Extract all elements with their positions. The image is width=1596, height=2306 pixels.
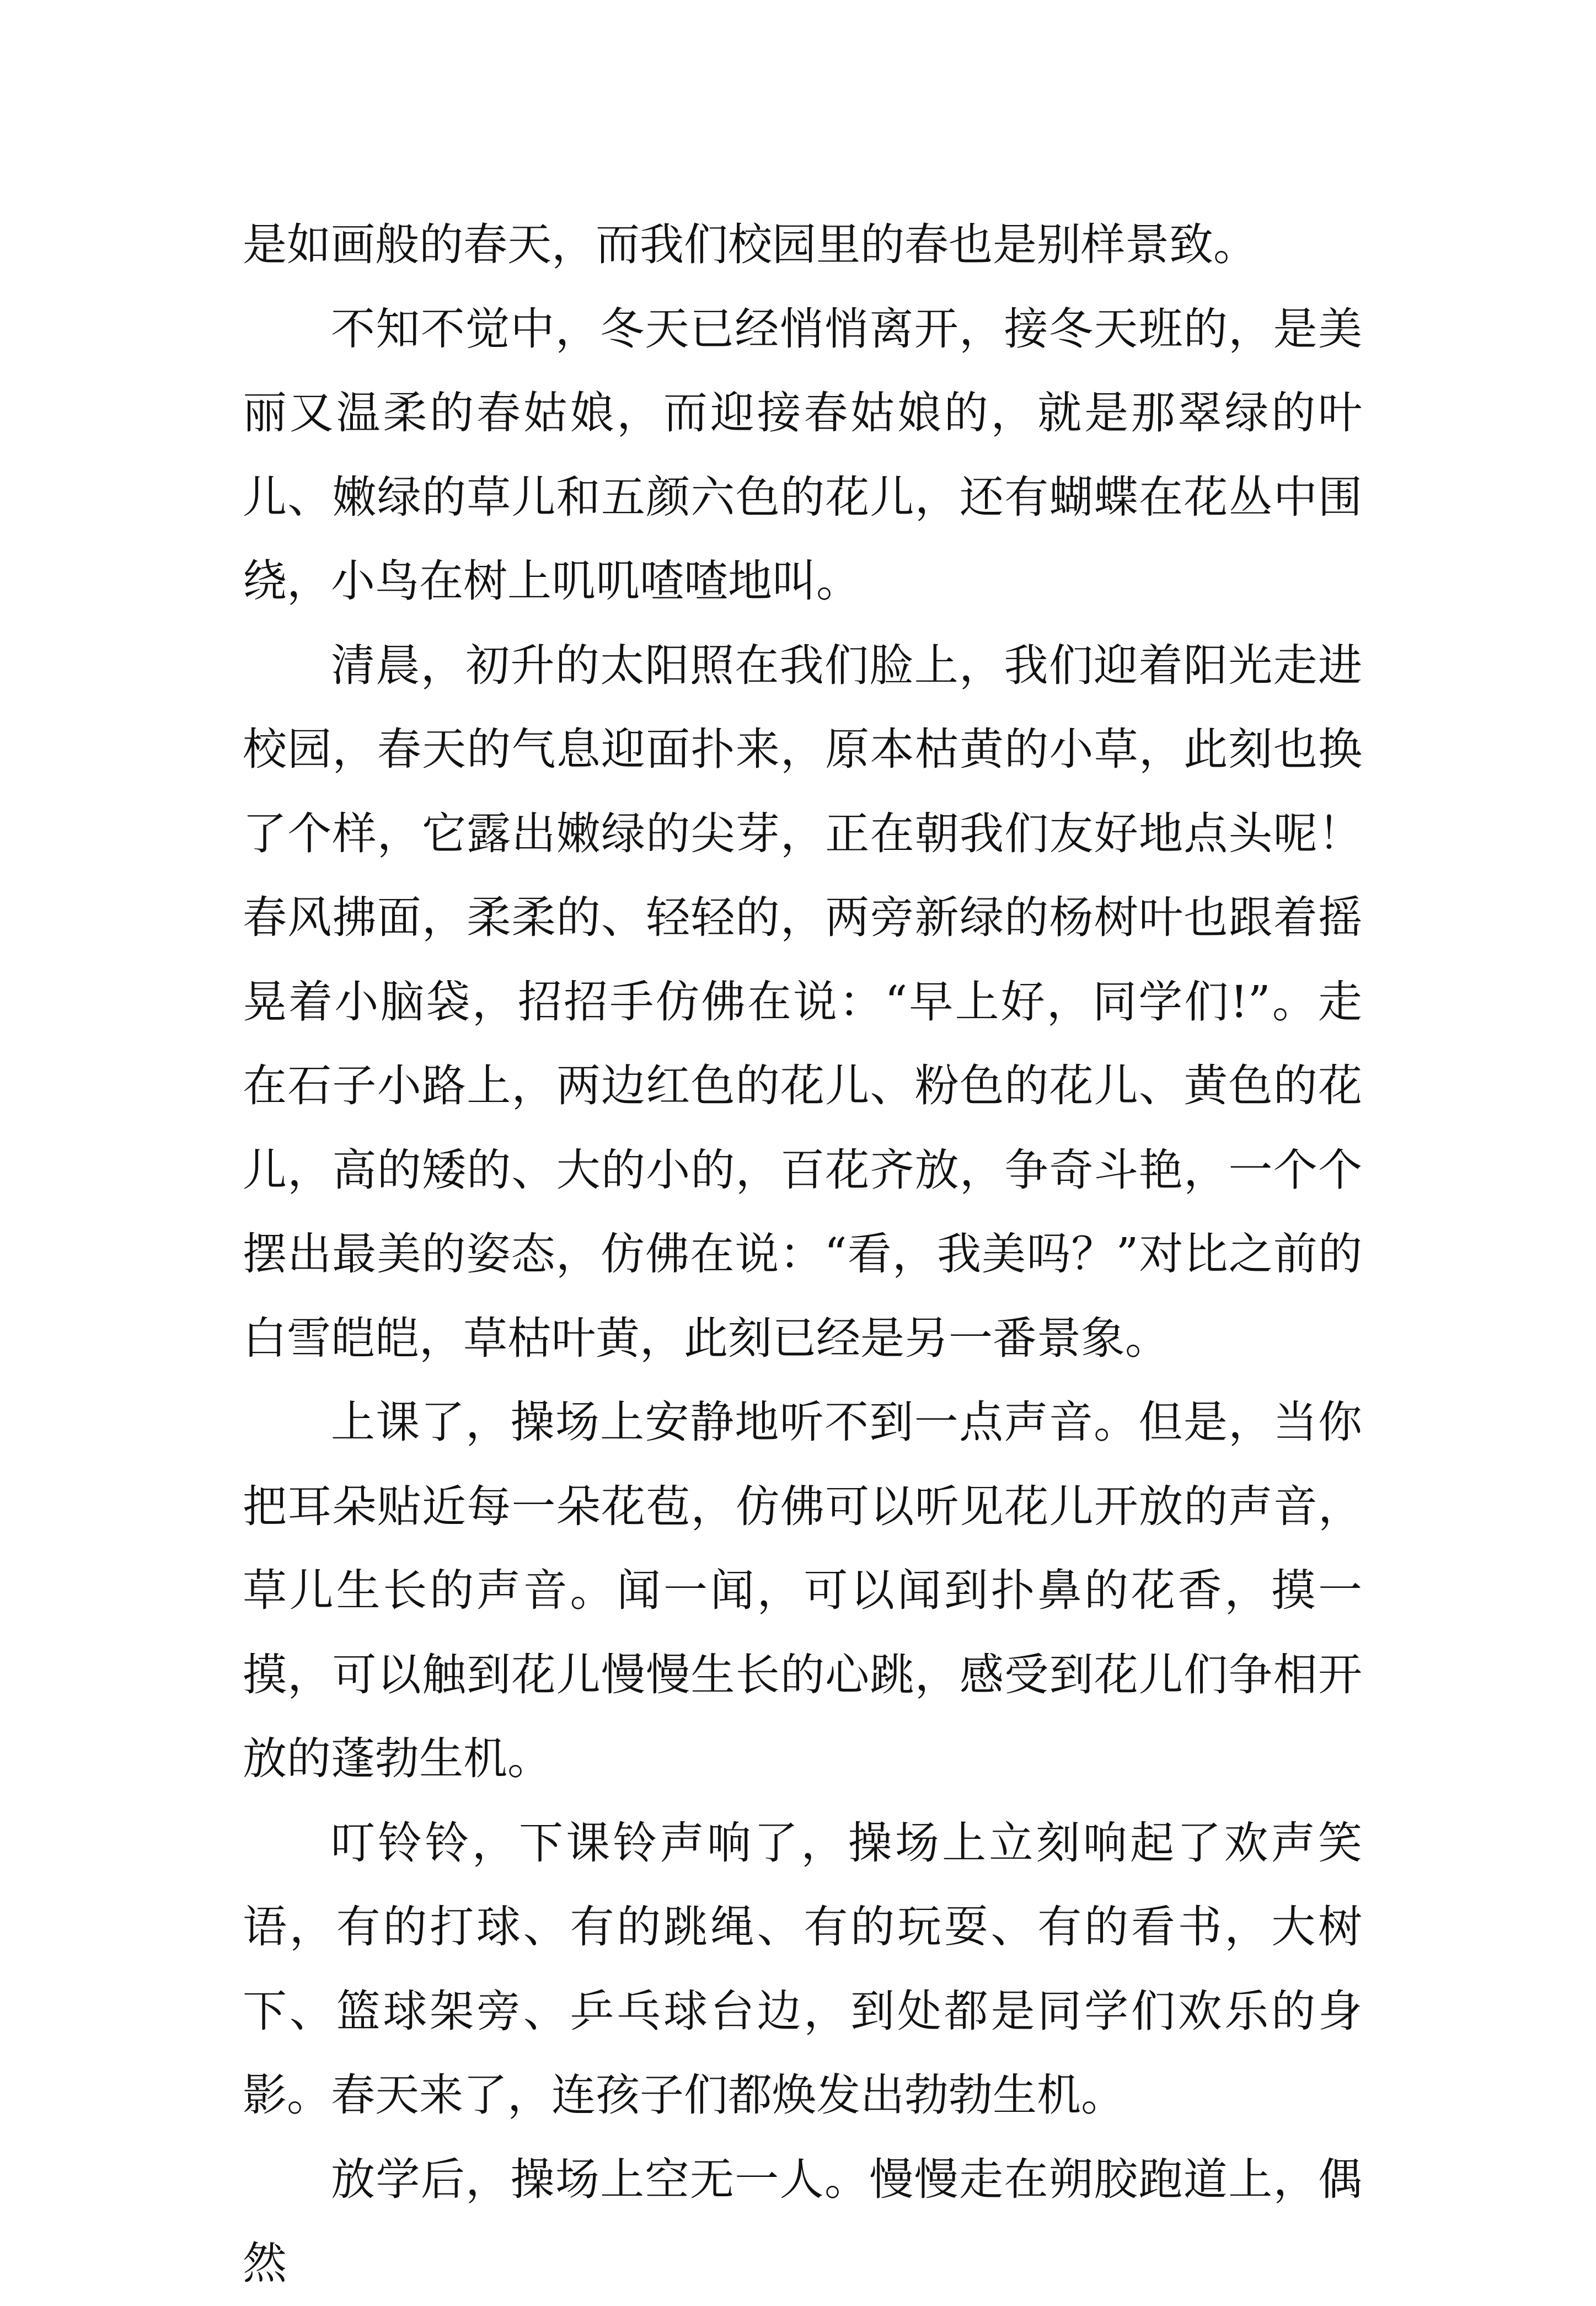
- paragraph: 叮铃铃，下课铃声响了，操场上立刻响起了欢声笑语，有的打球、有的跳绳、有的玩耍、有的看书，大树下、篮球架旁、乒乓球台边，到处都是同学们欢乐的身影。春天来了，连孩子们都焕发出勃勃生机。: [243, 1817, 1362, 2121]
- paragraph: 不知不觉中，冬天已经悄悄离开，接冬天班的，是美丽又温柔的春姑娘，而迎接春姑娘的，就是那翠绿的叶儿、嫩绿的草儿和五颜六色的花儿，还有蝴蝶在花丛中围绕，小鸟在树上叽叽喳喳地叫。: [243, 303, 1362, 607]
- paragraph: 是如画般的春天，而我们校园里的春也是别样景致。: [243, 219, 1257, 270]
- paragraph: 清晨，初升的太阳照在我们脸上，我们迎着阳光走进校园，春天的气息迎面扑来，原本枯黄的小草，此刻也换了个样，它露出嫩绿的尖芽，正在朝我们友好地点头呢！春风拂面，柔柔的、轻轻的，两旁新绿的杨树叶也跟着摇晃着小脑袋，招招手仿佛在说：“早上好，同学们!”。走在石子小路上，两边红色的花儿、粉色的花儿、黄色的花儿，高的矮的、大的小的，百花齐放，争奇斗艳，一个个摆出最美的姿态，仿佛在说：“看，我美吗？”对比之前的白雪皑皑，草枯叶黄，此刻已经是另一番景象。: [243, 639, 1362, 1364]
- body-text: [243, 203, 1362, 2306]
- paragraph: 上课了，操场上安静地听不到一点声音。但是，当你把耳朵贴近每一朵花苞，仿佛可以听见花儿开放的声音，草儿生长的声音。闻一闻，可以闻到扑鼻的花香，摸一摸，可以触到花儿慢慢生长的心跳，感受到花儿们争相开放的蓬勃生机。: [243, 1397, 1362, 1784]
- paragraph: 放学后，操场上空无一人。慢慢走在朔胶跑道上，偶然: [243, 2153, 1362, 2289]
